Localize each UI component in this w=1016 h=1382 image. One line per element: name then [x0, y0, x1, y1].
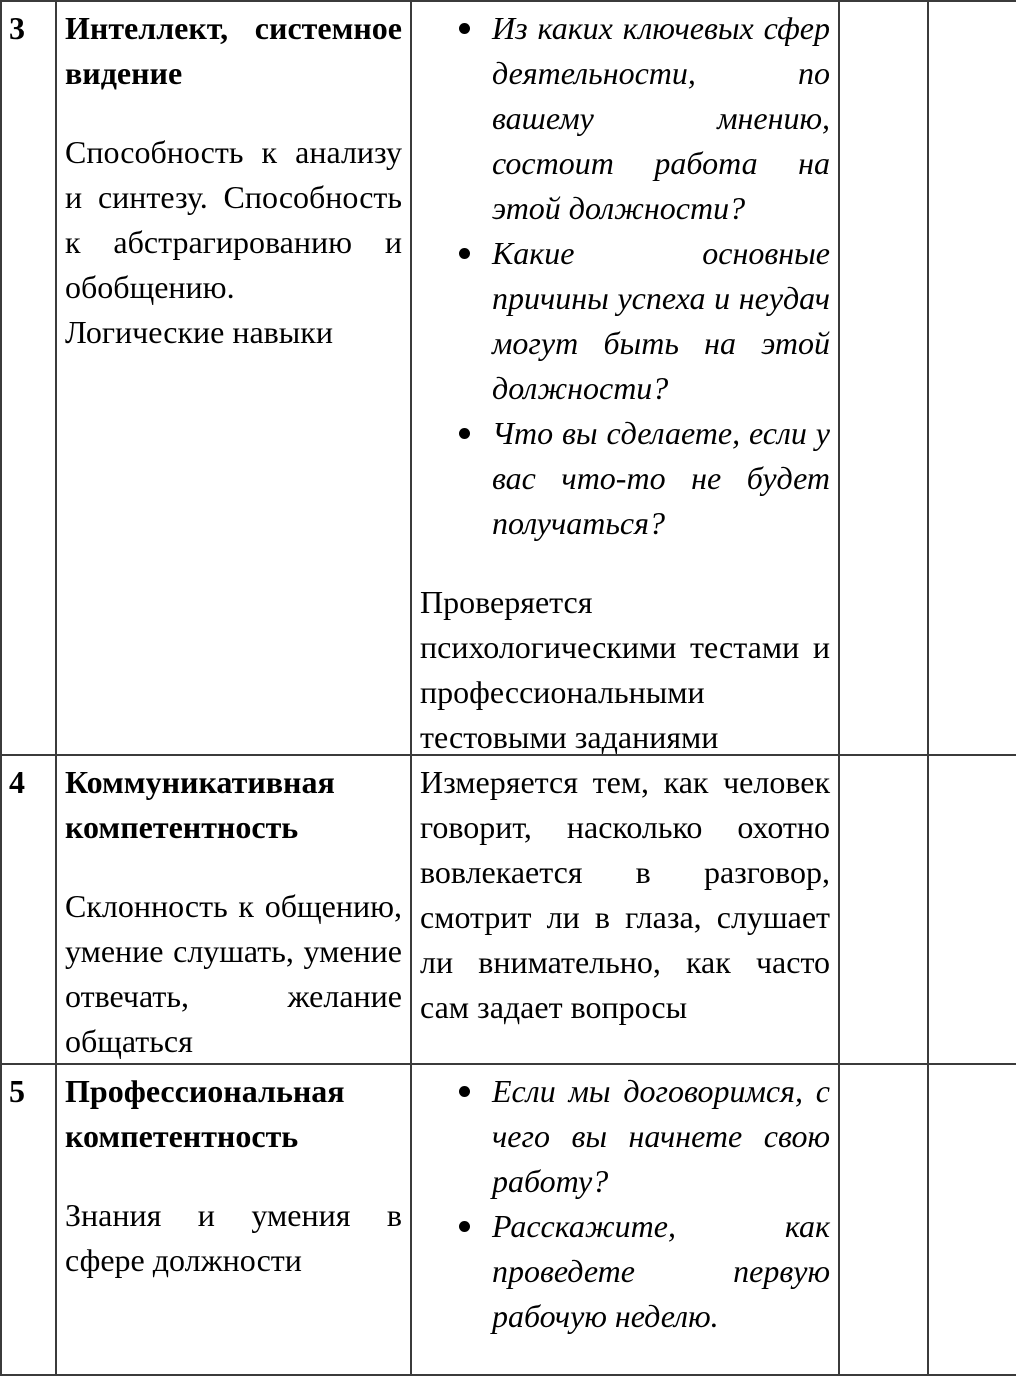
row-number: 5	[9, 1073, 25, 1109]
empty-score-cell	[839, 1064, 928, 1375]
empty-score-cell	[839, 1, 928, 755]
measurement-note: Измеряется тем, как человек говорит, насколько охотно вовлекается в разговор, смотрит ли в глаза, слушает ли внимательно, как часто сам задает вопросы	[420, 764, 830, 1025]
question-item: Какие основные причины успеха и неудач могут быть на этой должности?	[420, 231, 830, 411]
empty-notes-cell	[928, 1, 1016, 755]
empty-notes-cell	[928, 1064, 1016, 1375]
competency-title: Интеллект, системное видение	[65, 10, 402, 91]
competency-title: Профессиональная компетентность	[65, 1073, 345, 1154]
questions-cell	[411, 755, 839, 1064]
competency-description: Знания и умения в сфере должности	[65, 1197, 402, 1278]
competency-cell	[56, 755, 411, 1064]
table-row-4	[1, 755, 1016, 1064]
question-item: Расскажите, как проведете первую рабочую неделю.	[420, 1204, 830, 1339]
question-item: Что вы сделаете, если у вас что-то не будет получаться?	[420, 411, 830, 546]
row-number-cell	[1, 1, 56, 755]
row-number: 3	[9, 10, 25, 46]
question-list	[420, 6, 830, 546]
question-item: Если мы договоримся, с чего вы начнете свою работу?	[420, 1069, 830, 1204]
verification-note: Проверяется психологическими тестами и профессиональными тестовыми заданиями	[420, 584, 830, 754]
row-number-cell	[1, 1064, 56, 1375]
empty-notes-cell	[928, 755, 1016, 1064]
competency-title: Коммуникативная компетентность	[65, 764, 335, 845]
competency-cell	[56, 1, 411, 755]
questions-cell	[411, 1, 839, 755]
row-number-cell	[1, 755, 56, 1064]
competency-description: Способность к анализу и синтезу. Способность к абстрагированию и обобщению.	[65, 134, 402, 305]
competency-cell	[56, 1064, 411, 1375]
competency-description: Склонность к общению, умение слушать, умение отвечать, желание общаться	[65, 888, 402, 1059]
table-row-5	[1, 1064, 1016, 1375]
question-list	[420, 1069, 830, 1339]
table-row-3	[1, 1, 1016, 755]
competency-description-extra: Логические навыки	[65, 314, 333, 350]
question-item: Из каких ключевых сфер деятельности, по вашему мнению, состоит работа на этой должности?	[420, 6, 830, 231]
questions-cell	[411, 1064, 839, 1375]
row-number: 4	[9, 764, 25, 800]
empty-score-cell	[839, 755, 928, 1064]
